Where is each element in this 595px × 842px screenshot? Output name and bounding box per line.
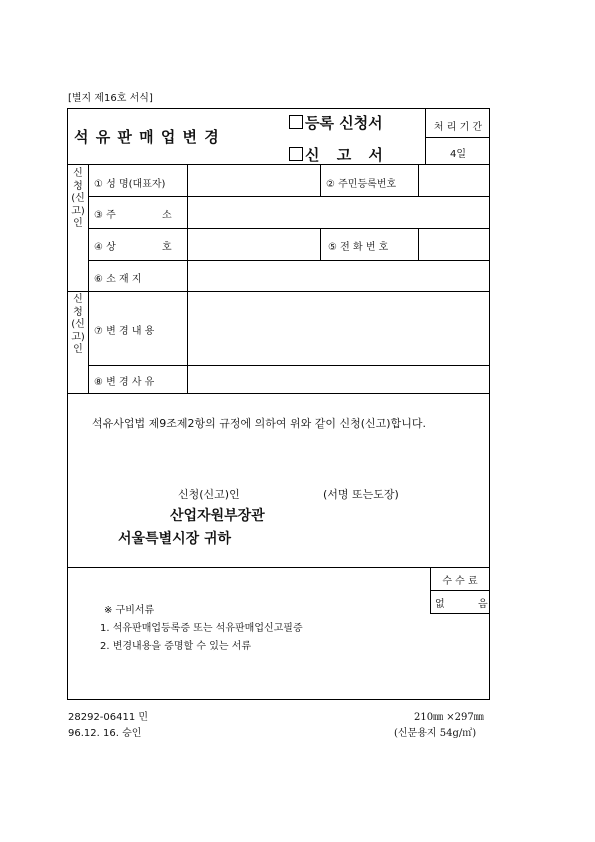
divider xyxy=(320,228,321,260)
applicant-sign-label: 신청(신고)인 xyxy=(178,488,240,501)
address-label-number: ③ 주 xyxy=(94,210,116,221)
footer-paper: (신문용지 54g/㎡) xyxy=(394,728,477,739)
divider xyxy=(418,228,419,260)
form-code: [별지 제16호 서식] xyxy=(68,93,153,104)
recipient-minister: 산업자원부장관 xyxy=(170,508,265,524)
divider xyxy=(320,164,321,196)
option-report[interactable] xyxy=(289,144,389,165)
divider xyxy=(88,365,490,366)
processing-value: 4일 xyxy=(449,149,467,160)
applicant-side-label: 신청(신고)인 xyxy=(71,168,85,229)
form-title: 석 유 판 매 업 변 경 xyxy=(74,128,220,146)
sign-note: (서명 또는도장) xyxy=(323,488,399,501)
report-label: 신 고 서 xyxy=(305,146,389,164)
divider xyxy=(430,613,490,614)
attachments-header: ※ 구비서류 xyxy=(104,605,155,616)
name-label: ① 성 명(대표자) xyxy=(94,179,166,190)
location-label: ⑥ 소 재 지 xyxy=(94,274,142,285)
trade-name-label-number: ④ 상 xyxy=(94,242,116,253)
attachment-item: 2. 변경내용을 증명할 수 있는 서류 xyxy=(100,641,252,652)
report-checkbox[interactable] xyxy=(289,147,303,161)
change-content-label: ⑦ 변 경 내 용 xyxy=(94,326,155,337)
registration-label: 등록 신청서 xyxy=(305,114,383,132)
trade-name-label-char: 호 xyxy=(162,242,172,253)
divider xyxy=(425,137,490,138)
divider xyxy=(67,291,490,292)
phone-label: ⑤ 전 화 번 호 xyxy=(328,242,389,253)
divider xyxy=(88,228,490,229)
attachment-item: 1. 석유판매업등록증 또는 석유판매업신고필증 xyxy=(100,623,303,634)
footer-code: 28292-06411 민 xyxy=(68,712,149,723)
footer-approval: 96.12. 16. 승인 xyxy=(68,728,142,739)
divider xyxy=(88,164,89,393)
fee-value-right: 음 xyxy=(478,599,488,610)
declaration-text: 석유사업법 제9조제2항의 규정에 의하여 위와 같이 신청(신고)합니다. xyxy=(92,417,426,430)
divider xyxy=(67,567,490,568)
option-registration[interactable] xyxy=(289,112,383,133)
fee-label: 수 수 료 xyxy=(442,576,478,587)
divider xyxy=(418,164,419,196)
divider xyxy=(187,164,188,393)
change-reason-label: ⑧ 변 경 사 유 xyxy=(94,377,155,388)
address-label-char: 소 xyxy=(162,210,172,221)
divider xyxy=(67,164,490,165)
registration-checkbox[interactable] xyxy=(289,115,303,129)
processing-label: 처 리 기 간 xyxy=(433,122,483,133)
recipient-mayor: 서울특별시장 귀하 xyxy=(118,531,232,547)
footer-size: 210㎜ ×297㎜ xyxy=(414,712,484,723)
divider xyxy=(430,590,490,591)
change-side-label: 신청(신고)인 xyxy=(71,294,85,355)
fee-value-left: 없 xyxy=(435,599,445,610)
divider xyxy=(67,393,490,394)
divider xyxy=(88,260,490,261)
resident-number-label: ② 주민등록번호 xyxy=(326,179,397,190)
divider xyxy=(88,196,490,197)
